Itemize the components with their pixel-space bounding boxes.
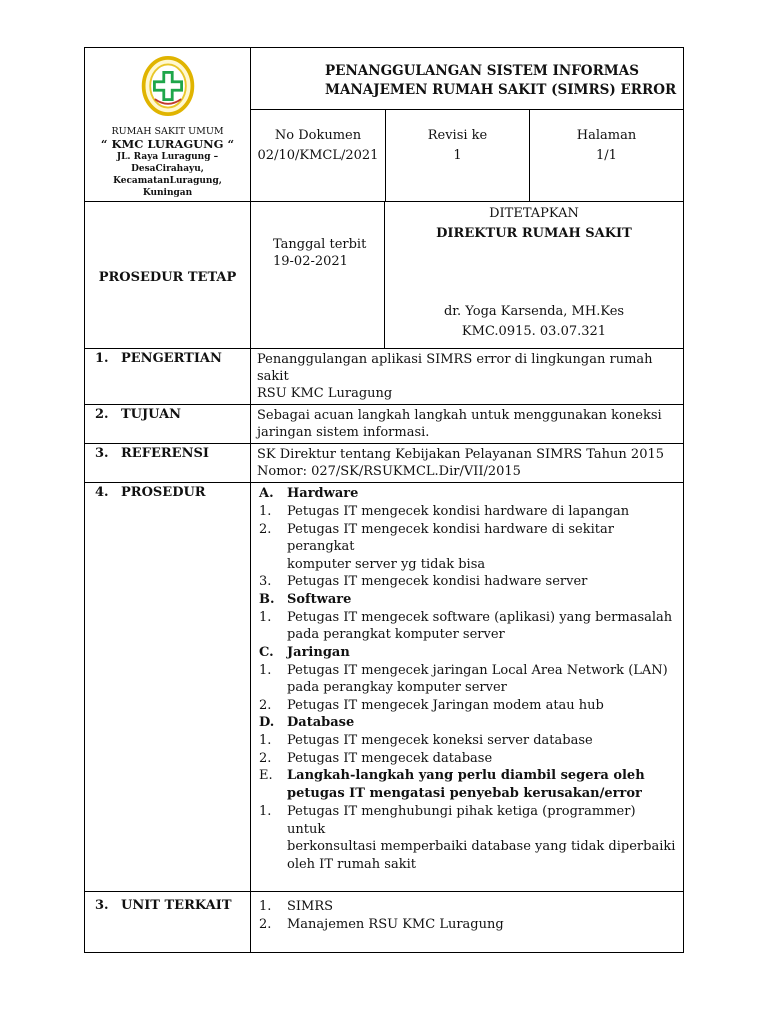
section-unit-terkait	[85, 891, 683, 952]
step-item	[257, 803, 677, 873]
group-title: Database	[287, 715, 355, 730]
section-number: 3.	[95, 446, 109, 461]
step-item	[257, 521, 677, 574]
step-group	[257, 714, 677, 732]
item-text: Manajemen RSU KMC Luragung	[287, 916, 504, 932]
issue-date	[251, 202, 385, 348]
step-text	[287, 521, 677, 574]
revision-label: Revisi ke	[427, 128, 488, 143]
step-text	[287, 803, 677, 873]
section-label	[85, 892, 251, 952]
step-line: berkonsultasi memperbaiki database yang tidak diperbaiki	[287, 839, 676, 854]
step-index: 3.	[259, 574, 272, 589]
section-content	[251, 892, 683, 952]
step-text: Petugas IT mengecek kondisi hadware server	[287, 574, 588, 589]
text-line: jaringan sistem informasi.	[257, 425, 430, 440]
step-line: Petugas IT mengecek software (aplikasi) yang bermasalah	[287, 609, 673, 625]
page-label: Halaman	[576, 128, 637, 143]
step-text	[287, 609, 677, 644]
address-line: KecamatanLuragung,	[113, 176, 222, 186]
group-title-line: Langkah-langkah yang perlu diambil segera oleh	[287, 768, 645, 783]
procedure-steps	[251, 483, 683, 891]
step-text: Petugas IT mengecek kondisi hardware di lapangan	[287, 504, 630, 519]
step-index: 2.	[259, 521, 272, 537]
set-by: DIREKTUR RUMAH SAKIT	[436, 226, 632, 241]
text-line: SK Direktur tentang Kebijakan Pelayanan SIMRS Tahun 2015	[257, 447, 665, 462]
signature-space	[385, 244, 683, 302]
signer-name: dr. Yoga Karsenda, MH.Kes	[443, 304, 625, 319]
group-index: C.	[259, 644, 274, 660]
step-index: 1.	[259, 609, 272, 625]
group-title	[287, 767, 677, 803]
header-info	[251, 48, 683, 201]
step-line: Petugas IT menghubungi pihak ketiga (programmer) untuk	[287, 804, 636, 837]
step-group	[257, 767, 677, 803]
section-number: 4.	[95, 485, 109, 500]
approval-row	[85, 201, 683, 348]
issued-label: Tanggal terbit	[273, 237, 367, 252]
item-index: 2.	[259, 916, 272, 932]
sop-document	[84, 47, 684, 953]
section-referensi	[85, 443, 683, 482]
hospital-address	[113, 151, 222, 199]
section-content	[251, 405, 683, 443]
group-index: B.	[259, 591, 275, 607]
revision	[386, 110, 530, 201]
list-item	[257, 898, 677, 916]
step-line: komputer server yg tidak bisa	[287, 556, 486, 572]
set-label: DITETAPKAN	[489, 206, 579, 221]
step-line: Petugas IT mengecek jaringan Local Area Network (LAN)	[287, 662, 668, 678]
text-line: Nomor: 027/SK/RSUKMCL.Dir/VII/2015	[257, 464, 521, 479]
issued-date: 19-02-2021	[273, 254, 348, 269]
page-value: 1/1	[596, 148, 617, 163]
hospital-logo	[140, 56, 196, 116]
section-number: 1.	[95, 351, 109, 366]
section-label	[85, 444, 251, 482]
group-index: D.	[259, 715, 275, 730]
document-meta	[251, 110, 683, 201]
hospital-identity	[85, 48, 251, 201]
item-text: SIMRS	[287, 899, 334, 914]
section-title: UNIT TERKAIT	[121, 898, 232, 913]
hospital-name: “ KMC LURAGUNG “	[100, 137, 235, 151]
section-title: PROSEDUR	[121, 485, 206, 500]
step-index: 2.	[259, 750, 272, 766]
section-content	[251, 444, 683, 482]
step-index: 1.	[259, 662, 272, 678]
step-index: 1.	[259, 733, 272, 748]
step-item	[257, 609, 677, 644]
step-item	[257, 732, 677, 750]
address-line: Kuningan	[142, 188, 193, 198]
section-tujuan	[85, 404, 683, 443]
section-pengertian	[85, 348, 683, 404]
step-group	[257, 591, 677, 609]
page-info	[530, 110, 683, 201]
step-text: Petugas IT mengecek database	[287, 750, 493, 766]
step-item	[257, 662, 677, 697]
section-prosedur	[85, 482, 683, 891]
step-line: Petugas IT mengecek kondisi hardware di sekitar perangkat	[287, 521, 614, 554]
section-number: 3.	[95, 898, 109, 913]
document-header	[85, 48, 683, 201]
text-line: RSU KMC Luragung	[257, 386, 393, 401]
step-line: oleh IT rumah sakit	[287, 856, 416, 872]
revision-value: 1	[453, 148, 462, 163]
group-index: E.	[259, 768, 273, 783]
group-title-line: petugas IT mengatasi penyebab kerusakan/error	[287, 786, 642, 801]
address-line: JL. Raya Luragung –	[116, 152, 219, 162]
step-item	[257, 503, 677, 521]
step-item	[257, 697, 677, 715]
item-index: 1.	[259, 899, 272, 914]
doc-no-value: 02/10/KMCL/2021	[257, 148, 379, 163]
step-group	[257, 485, 677, 503]
step-item	[257, 573, 677, 591]
text-line: Sebagai acuan langkah langkah untuk menggunakan koneksi	[257, 408, 662, 423]
procedure-type: PROSEDUR TETAP	[85, 202, 251, 348]
step-index: 1.	[259, 804, 272, 819]
approval-info	[251, 202, 683, 348]
section-title: PENGERTIAN	[121, 351, 222, 366]
signature-block	[385, 202, 683, 348]
hospital-type: RUMAH SAKIT UMUM	[111, 126, 224, 137]
document-number	[251, 110, 386, 201]
step-group	[257, 644, 677, 662]
group-title: Jaringan	[287, 644, 350, 660]
group-index: A.	[259, 486, 274, 501]
title-line-2: MANAJEMEN RUMAH SAKIT (SIMRS) ERROR	[325, 81, 677, 98]
step-index: 2.	[259, 697, 272, 713]
list-item	[257, 916, 677, 934]
step-item	[257, 750, 677, 768]
step-text	[287, 662, 677, 697]
step-index: 1.	[259, 504, 272, 519]
section-label	[85, 483, 251, 891]
section-content	[251, 349, 683, 404]
section-label	[85, 405, 251, 443]
section-number: 2.	[95, 407, 109, 422]
signer-id: KMC.0915. 03.07.321	[461, 324, 607, 339]
step-text: Petugas IT mengecek Jaringan modem atau hub	[287, 697, 604, 713]
document-title	[251, 48, 683, 110]
step-text: Petugas IT mengecek koneksi server database	[287, 733, 593, 748]
text-line: Penanggulangan aplikasi SIMRS error di lingkungan rumah sakit	[257, 352, 653, 384]
step-line: pada perangkat komputer server	[287, 627, 505, 642]
step-line: pada perangkay komputer server	[287, 680, 507, 695]
address-line: DesaCirahayu,	[131, 164, 204, 174]
section-title: REFERENSI	[121, 446, 209, 461]
group-title: Hardware	[287, 486, 359, 501]
doc-no-label: No Dokumen	[274, 128, 362, 143]
group-title: Software	[287, 591, 352, 607]
section-title: TUJUAN	[121, 407, 182, 422]
section-label	[85, 349, 251, 404]
title-line-1: PENANGGULANGAN SISTEM INFORMAS	[325, 62, 639, 79]
